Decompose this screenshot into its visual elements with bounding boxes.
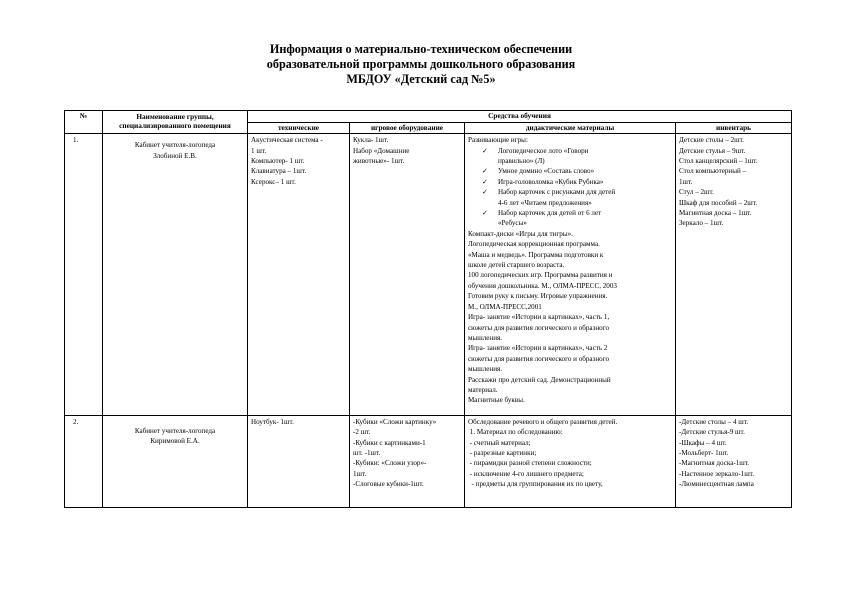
title-line-3: МБДОУ «Детский сад №5» [346, 72, 496, 86]
didactic-line: Магнитные буквы. [468, 396, 525, 405]
game-line: -Кубики «Сложи картинку» [353, 417, 437, 426]
check-item-line: ✓ Набор карточек для детей от 6 лет [498, 209, 602, 218]
didactic-line: - счетный материал; [468, 438, 531, 447]
check-item [484, 187, 672, 208]
didactic-line: мышления. [468, 365, 503, 374]
header-inventory: инвентарь [676, 122, 792, 134]
didactic-line: мышления. [468, 333, 503, 342]
check-item-line: ✓ Игра-головоломка «Кубик Рубика» [498, 177, 604, 186]
header-didactic: дидактические материалы [465, 122, 676, 134]
didactic-line: Расскажи про детский сад. Демонстрационный [468, 375, 611, 384]
didactic-line: - исключение 4-го лишнего предмета; [468, 469, 584, 478]
inventory-line: Магнитная доска – 1шт. [679, 209, 752, 218]
row-1-num: 1. [65, 134, 103, 416]
inventory-line: -Мольберт- 1шт. [679, 448, 729, 457]
inventory-line: Шкаф для пособий – 2шт. [679, 198, 758, 207]
technical-line: Компьютер- 1 шт. [251, 157, 305, 165]
check-item [484, 146, 672, 167]
header-technical: технические [248, 122, 350, 134]
didactic-line: 1. Материал по обследованию: [468, 428, 563, 437]
row-2-num: 2. [65, 415, 103, 507]
group-line: Кабинет учителя-логопеда [134, 141, 216, 150]
check-item-line: 4-6 лет «Читаем предложения» [498, 198, 592, 207]
game-line: шт. -1шт. [353, 448, 381, 457]
didactic-line: Компакт-диски «Игры для тигры». [468, 229, 573, 238]
didactic-line: сюжеты для развития логического и образного [468, 323, 609, 332]
game-line: Набор «Домашние [353, 146, 410, 155]
game-line: 1шт. [353, 469, 367, 478]
inventory-line: 1шт. [679, 177, 693, 186]
inventory-line: -Настенное зеркало-1шт. [679, 469, 755, 478]
inventory-line: Стол канцелярский – 1шт. [679, 157, 758, 165]
check-item [484, 177, 672, 187]
group-line: Кабинет учителя-логопеда [134, 426, 216, 435]
inventory-line: -Магнитная доска-1шт. [679, 459, 750, 468]
technical-line: Акустическая система - [251, 136, 323, 145]
header-num: № [65, 111, 103, 134]
row-1-group [103, 134, 248, 416]
technical-line: 1 шт. [251, 146, 267, 155]
check-item-line [498, 146, 672, 156]
inventory-line: Стол компьютерный – [679, 167, 747, 176]
row-2-group [103, 415, 248, 507]
resources-table [64, 110, 792, 508]
didactic-line: - предметы для группирования их по цвету, [468, 480, 603, 489]
row-2-didactic [465, 415, 676, 507]
didactic-line: сюжеты для развития логического и образного [468, 354, 609, 363]
check-item-line: ✓ Умное домино «Составь слово» [498, 167, 595, 176]
title-line-2: образовательной программы дошкольного образования [266, 57, 576, 71]
game-line: -Слоговые кубики-1шт. [353, 480, 424, 489]
header-game: игровое оборудование [350, 122, 465, 134]
didactic-line: обучения дошкольника. М., ОЛМА-ПРЕСС, 2003 [468, 281, 617, 290]
didactic-line: Логопедическая коррекционная программа. [468, 240, 600, 249]
header-means: Средства обучения [248, 111, 792, 123]
row-1-game [350, 134, 465, 416]
group-line: Злобиной Е.В. [153, 151, 197, 160]
check-item [484, 208, 672, 229]
didactic-intro: Развивающие игры: [468, 136, 528, 145]
game-line: -Кубики: «Сложи узор»- [353, 459, 427, 468]
check-item-line: правильно» (Л) [498, 157, 545, 165]
didactic-line: 100 логопедических игр. Программа развития и [468, 271, 613, 280]
header-group: Наименование группы, специализированного помещения [103, 111, 248, 134]
didactic-line: Игра- занятие «Истории в картинках», часть 2 [468, 344, 608, 353]
row-2-technical [248, 415, 350, 507]
row-2-inventory [676, 415, 792, 507]
inventory-line: Детские столы – 2шт. [679, 136, 744, 145]
didactic-line: школе детей старшего возраста. [468, 261, 565, 270]
technical-line: Ноутбук- 1шт. [251, 417, 294, 426]
didactic-line: М., ОЛМА-ПРЕСС,2001 [468, 302, 542, 311]
game-line: -2 шт. [353, 428, 371, 437]
check-item [484, 166, 672, 176]
game-line: Кукла- 1шт. [353, 136, 389, 145]
didactic-line: Готовим руку к письму. Игровые упражнения. [468, 292, 608, 301]
inventory-line: -Детские стулья-9 шт. [679, 428, 745, 437]
inventory-line: -Шкафы – 4 шт. [679, 438, 727, 447]
didactic-line: - пирамидки разной степени сложности; [468, 459, 592, 468]
row-1-didactic [465, 134, 676, 416]
row-2-game [350, 415, 465, 507]
title-line-1: Информация о материально-техническом обеспечении [269, 42, 573, 56]
technical-line: Ксерокс– 1 шт. [251, 177, 296, 186]
inventory-line: Стул – 2шт. [679, 188, 714, 197]
didactic-line: «Маша и медведь». Программа подготовки к [468, 250, 604, 259]
technical-line: Клавиатура – 1шт. [251, 167, 307, 176]
didactic-line: Игра- занятие «Истории в картинках», часть 1, [468, 313, 610, 322]
document-title [0, 42, 842, 87]
row-1-technical [248, 134, 350, 416]
row-1-inventory [676, 134, 792, 416]
check-item-line: «Ребусы» [498, 219, 527, 228]
group-line: Киримовой Е.А. [150, 437, 200, 446]
game-line: -Кубики с картинками-1 [353, 438, 426, 447]
inventory-line: Зеркало – 1шт. [679, 219, 724, 228]
didactic-checklist [468, 146, 672, 229]
check-item-line: ✓ Набор карточек с рисунками для детей [498, 188, 616, 197]
didactic-line: материал. [468, 385, 498, 394]
didactic-line: Обследование речевого и общего развития детей. [468, 417, 618, 426]
game-line: животные»- 1шт. [353, 157, 405, 165]
table-row [65, 134, 792, 416]
inventory-line: Детские стулья – 9шт. [679, 146, 746, 155]
header-row-1 [65, 111, 792, 123]
didactic-line: - разрезные картинки; [468, 448, 537, 457]
table-row [65, 415, 792, 507]
inventory-line: -Детские столы – 4 шт. [679, 417, 749, 426]
check-text: ✓ Логопедическое лото «Говори [498, 146, 589, 155]
inventory-line: -Люминесцентная лампа [679, 480, 754, 489]
